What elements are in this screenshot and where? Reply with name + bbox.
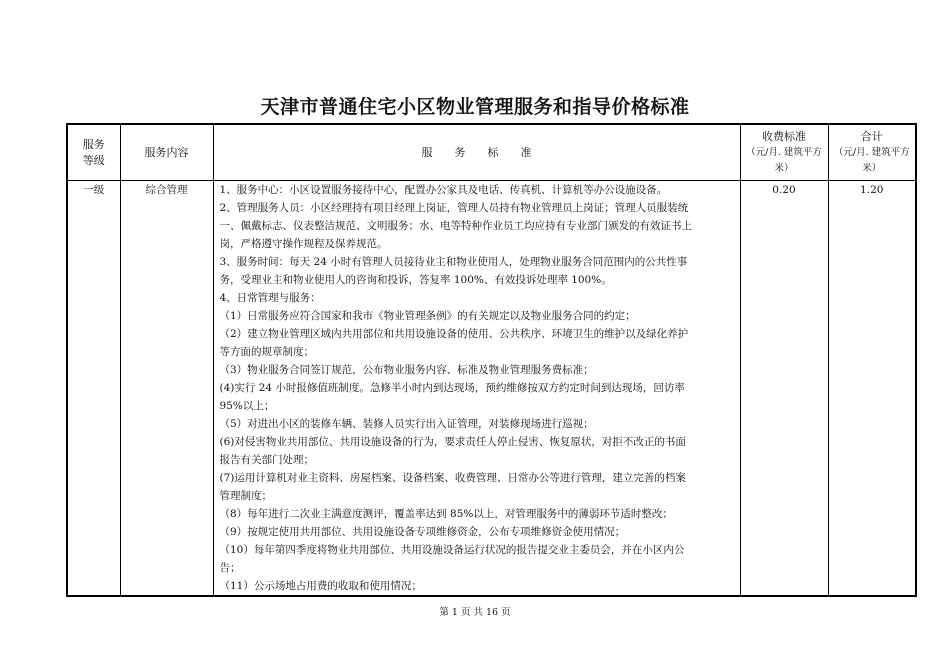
header-service-standard: 服 务 标 准 — [213, 124, 740, 181]
header-service-level: 服务 等级 — [67, 124, 120, 181]
standard-line: （1）日常服务应符合国家和我市《物业管理条例》的有关规定以及物业服务合同的约定； — [219, 310, 636, 322]
standard-line: 等方面的规章制度； — [219, 346, 314, 358]
standard-line: （3）物业服务合同签订规范，公布物业服务内容、标准及物业管理服务费标准； — [219, 364, 594, 376]
fee-standard-cell: 0.20 — [740, 181, 828, 597]
standard-line: 4、日常管理与服务： — [219, 292, 321, 304]
standard-line: 岗，严格遵守操作规程及保养规范。 — [219, 238, 388, 250]
standard-line: (6)对侵害物业共用部位、共用设施设备的行为，要求责任人停止侵害、恢复原状，对拒不改正的书面 — [219, 436, 686, 448]
header-service-content: 服务内容 — [120, 124, 213, 181]
standard-line: （8）每年进行二次业主满意度测评，覆盖率达到 85%以上，对管理服务中的薄弱环节适时整改； — [219, 508, 673, 520]
table-header-row — [67, 124, 916, 181]
service-content-cell: 综合管理 — [120, 181, 213, 597]
total-cell: 1.20 — [828, 181, 916, 597]
standard-line: (4)实行 24 小时报修值班制度。急修半小时内到达现场，预约维修按双方约定时间到达现场，回访率 — [219, 382, 685, 394]
standard-line: 2、管理服务人员：小区经理持有项目经理上岗证，管理人员持有物业管理员上岗证；管理人员服装统 — [219, 202, 689, 214]
header-total: 合计 （元/月. 建筑平方 米） — [828, 124, 916, 181]
service-level-cell: 一级 — [67, 181, 120, 597]
standard-line: （2）建立物业管理区域内共用部位和共用设施设备的使用、公共秩序、环境卫生的维护以及绿化养护 — [219, 328, 689, 340]
service-standard-cell — [213, 181, 740, 597]
standard-line: 1、服务中心：小区设置服务接待中心，配置办公家具及电话、传真机、计算机等办公设施设备。 — [219, 184, 668, 196]
standard-line: 管理制度； — [219, 490, 272, 502]
standard-line: 95%以上； — [219, 400, 275, 412]
standard-line: 一、佩戴标志、仪表整洁规范、文明服务；水、电等特种作业员工均应持有专业部门颁发的有效证书上 — [219, 220, 692, 232]
price-standard-table — [66, 123, 917, 597]
standard-line: （10）每年第四季度将物业共用部位、共用设施设备运行状况的报告提交业主委员会，并在小区内公 — [219, 544, 685, 556]
standard-line: (7)运用计算机对业主资料、房屋档案、设备档案、收费管理、日常办公等进行管理，建立完善的档案 — [219, 472, 686, 484]
standard-line: 3、服务时间：每天 24 小时有管理人员接待业主和物业使用人，处理物业服务合同范围内的公共性事 — [219, 256, 688, 268]
standard-line: （5）对进出小区的装修车辆、装修人员实行出入证管理，对装修现场进行巡视； — [219, 418, 594, 430]
standard-line: （9）按规定使用共用部位、共用设施设备专项维修资金，公布专项维修资金使用情况； — [219, 526, 626, 538]
standard-line: 报告有关部门处理； — [219, 454, 314, 466]
table-row — [67, 181, 916, 597]
standard-line: 告； — [219, 562, 241, 574]
header-fee-standard: 收费标准 （元/月. 建筑平方 米） — [740, 124, 828, 181]
page-number: 第 1 页 共 16 页 — [439, 607, 511, 618]
standard-line: 务，受理业主和物业使用人的咨询和投诉，答复率 100%、有效投诉处理率 100%。 — [219, 274, 612, 286]
document-title: 天津市普通住宅小区物业管理服务和指导价格标准 — [260, 96, 690, 118]
standard-line: （11）公示场地占用费的收取和使用情况； — [219, 580, 422, 592]
